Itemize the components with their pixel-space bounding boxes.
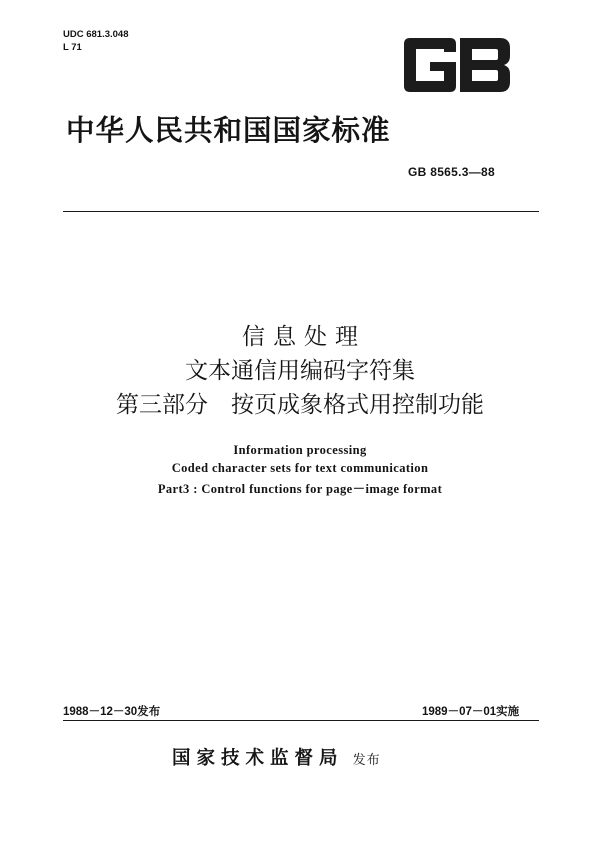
classification-block xyxy=(63,28,128,54)
english-title-line-1: Information processing xyxy=(233,443,367,457)
udc-code: UDC 681.3.048 xyxy=(63,29,129,40)
header-divider xyxy=(63,211,539,212)
publisher-action: 发布 xyxy=(352,753,381,768)
chinese-title-line-3: 第三部分 按页成象格式用控制功能 xyxy=(116,392,484,418)
footer-divider xyxy=(63,720,539,721)
english-title-line-3: Part3 : Control functions for page－image format xyxy=(157,482,443,496)
class-code: L 71 xyxy=(63,42,82,53)
issue-date: 1988－12－30发布 xyxy=(63,706,161,718)
effective-date: 1989－07－01实施 xyxy=(422,706,520,718)
english-title-line-2: Coded character sets for text communication xyxy=(171,461,429,475)
publisher-name: 国家技术监督局 xyxy=(172,748,344,769)
standard-number: GB 8565.3—88 xyxy=(408,165,495,179)
national-standard-title: 中华人民共和国国家标准 xyxy=(66,114,391,147)
gb-logo xyxy=(400,36,514,94)
chinese-title-line-2: 文本通信用编码字符集 xyxy=(185,358,415,384)
publisher-line xyxy=(172,744,381,770)
chinese-title-line-1: 信息处理 xyxy=(242,324,366,350)
